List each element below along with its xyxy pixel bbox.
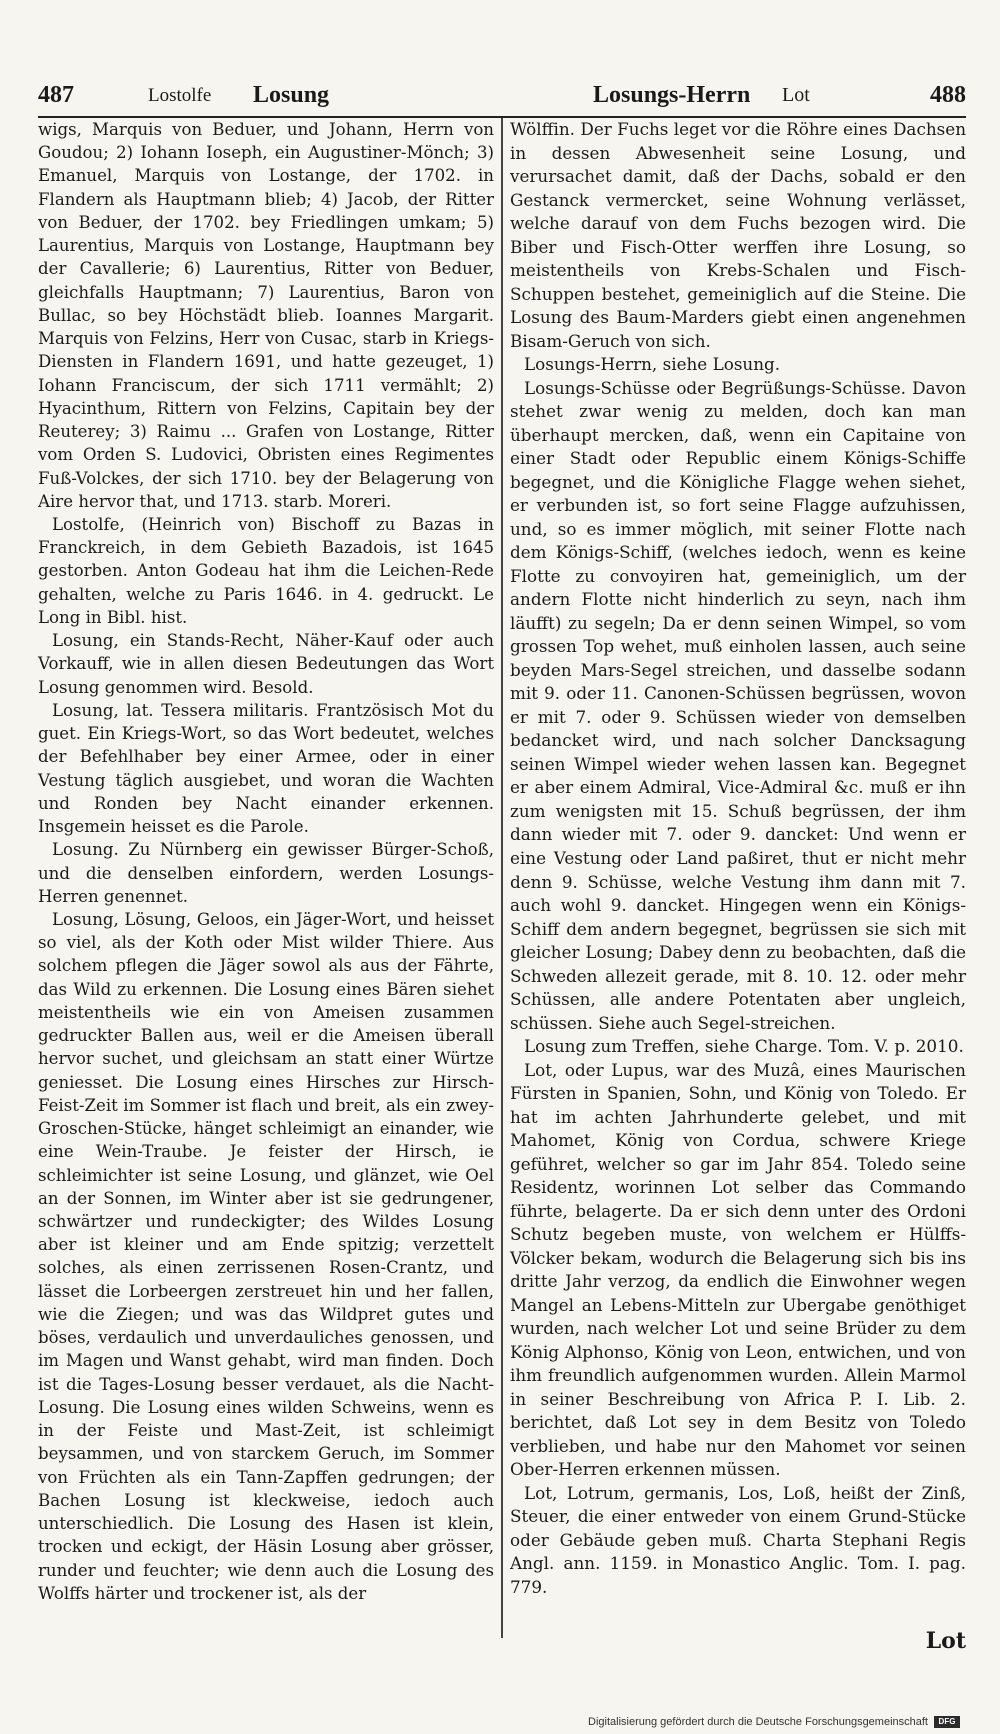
footer-credit: Digitalisierung gefördert durch die Deutsche Forschungsgemeinschaft — [588, 1716, 928, 1728]
text-paragraph: Lot, Lotrum, germanis, Los, Loß, heißt der Zinß, Steuer, die einer entweder von einem Grund-Stücke oder Gebäude geben muß. Charta Stephani Regis Angl. ann. 1159. in Monastico Anglic. Tom. I. pag. 779. — [510, 1482, 966, 1597]
text-paragraph: Lostolfe, (Heinrich von) Bischoff zu Bazas in Franckreich, in dem Gebieth Bazadois, ist 1645 gestorben. Anton Godeau hat ihm die Leichen-Rede gehalten, welche zu Paris 1646. in 4. gedruckt. Le Long in Bibl. hist. — [38, 514, 494, 627]
right-column — [510, 118, 966, 1599]
left-running-word: Lostolfe — [148, 85, 212, 106]
text-paragraph: Losungs-Herrn, siehe Losung. — [524, 354, 781, 375]
text-paragraph: Losung zum Treffen, siehe Charge. Tom. V. p. 2010. — [524, 1036, 964, 1057]
text-paragraph: Lot, oder Lupus, war des Muzâ, eines Maurischen Fürsten in Spanien, Sohn, und König von Toledo. Er hat im achten Jahrhunderte gelebet, und mit Mahomet, König von Cordua, schwere Kriege geführet, welcher so gar im Jahr 854. Toledo seine Residentz, worinnen Lot selber das Commando führte, belagerte. Da er sich denn unter des Ordoni Schutz begeben muste, von welchem er Hülffs-Völcker bekam, wodurch die Belagerung sich bis ins dritte Jahr verzog, da endlich die Einwohner wegen Mangel an Lebens-Mitteln zur Ubergabe genöthiget wurden, nach welcher Lot und seine Brüder zu dem König Alphonso, König von Leon, entwichen, und von ihm freundlich aufgenommen wurden. Allein Marmol in seiner Beschreibung von Africa P. I. Lib. 2. berichtet, daß Lot sey in dem Besitz von Toledo verblieben, und habe nur den Mahomet vor seinen Ober-Herren erkennen müssen. — [510, 1059, 966, 1480]
text-paragraph: Losungs-Schüsse oder Begrüßungs-Schüsse. Davon stehet zwar wenig zu melden, doch kan man überhaupt mercken, daß, wenn ein Capitaine von einer Stadt oder Republic einem Königs-Schiffe begegnet, und die Königliche Flagge wehen siehet, er verbunden ist, so fort seine Flagge aufzuhissen, und, so es immer möglich, mit seiner Flotte nach dem Königs-Schiff, (welches iedoch, wenn es keine Flotte zu convoyiren hat, gemeiniglich, um der andern Flotte nicht hinderlich zu seyn, nach ihm läufft) zu segeln; Da er denn seinen Wimpel, so vom grossen Top wehet, muß einholen lassen, auch seine beyden Mars-Segel streichen, und dasselbe sodann mit 9. oder 11. Canonen-Schüssen begrüssen, wovon er mit 7. oder 9. Schüssen wieder von demselben bedancket wird, und nach solcher Dancksagung seinen Wimpel wieder wehen lassen kan. Begegnet er aber einem Admiral, Vice-Admiral &c. muß er ihn zum wenigsten mit 15. Schuß begrüssen, der ihm dann wieder mit 7. oder 9. dancket: Und wenn er eine Vestung oder Land paßiret, thut er nicht mehr denn 9. Schüsse, welche Vestung ihm dann mit 7. auch wohl 9. dancket. Hingegen wenn ein Königs-Schiff dem andern begegnet, begrüssen sie sich mit gleicher Losung; Dabey denn zu beobachten, daß die Schweden allezeit gerade, mit 8. 10. 12. oder mehr Schüssen, alle andere Potentaten aber ungleich, schüssen. Siehe auch Segel-streichen. — [510, 377, 966, 1033]
page-catchword: Lot — [925, 1628, 966, 1654]
right-page-number: 488 — [930, 82, 966, 108]
right-header-catchword: Losungs-Herrn — [593, 82, 751, 108]
text-paragraph: wigs, Marquis von Beduer, und Johann, Herrn von Goudou; 2) Iohann Ioseph, ein Augustiner-Mönch; 3) Emanuel, Marquis von Lostange, der 1702. in Flandern als Hauptmann blieb; 4) Jacob, der Ritter von Beduer, der 1702. bey Friedlingen umkam; 5) Laurentius, Marquis von Lostange, Hauptmann bey der Cavallerie; 6) Laurentius, Ritter von Beduer, gleichfalls Hauptmann; 7) Laurentius, Baron von Bullac, so bey Höchstädt blieb. Ioannes Margarit. Marquis von Felzins, Herr von Cusac, starb in Kriegs-Diensten in Flandern 1691, und hatte gezeuget, 1) Iohann Franciscum, der sich 1711 vermählt; 2) Hyacinthum, Rittern von Felzins, Capitain bey der Reuterey; 3) Raimu ... Grafen von Lostange, Ritter vom Orden S. Ludovici, Obristen eines Regimentes Fuß-Volckes, der sich 1710. bey der Belagerung von Aire hervor that, und 1713. starb. Moreri. — [38, 120, 494, 511]
right-running-word: Lot — [782, 84, 810, 106]
text-paragraph: Losung, lat. Tessera militaris. Frantzösisch Mot du guet. Ein Kriegs-Wort, so das Wort bedeutet, welches der Befehlhaber bey einer Armee, oder in einer Vestung täglich ausgiebet, und woran die Wachten und Ronden bey Nacht einander erkennen. Insgemein heisset es die Parole. — [38, 700, 494, 837]
text-paragraph: Losung, Lösung, Geloos, ein Jäger-Wort, und heisset so viel, als der Koth oder Mist wilder Thiere. Aus solchem pflegen die Jäger sowol als aus der Fährte, das Wild zu erkennen. Die Losung eines Bären siehet meistentheils wie ein von Ameisen zusammen gedruckter Ballen aus, weil er die Ameisen überall hervor suchet, und gleichsam an statt einer Würtze geniesset. Die Losung eines Hirsches zur Hirsch-Feist-Zeit im Sommer ist flach und breit, als ein zwey-Groschen-Stücke, hänget schleimigt an einander, wie eine Wein-Traube. Je feister der Hirsch, ie schleimichter ist seine Losung, und glänzet, wie Oel an der Sonnen, im Winter aber ist sie gedrungener, schwärtzer und rundeckigter; des Wildes Losung aber ist kleiner und am Ende spitzig; verzettelt solches, als einen zerrissenen Rosen-Crantz, und lässet die Lorbeergen zerstreuet hin und her fallen, wie die Ziegen; und was das Wildpret gutes und böses, verdaulich und unverdauliches genossen, und im Magen und Wanst gehabt, wird man finden. Doch ist die Tages-Losung besser verdauet, als die Nacht-Losung. Die Losung eines wilden Schweins, wenn es in der Feiste und Mast-Zeit, ist schleimigt beysammen, und von starckem Geruch, im Sommer von Früchten als ein Tann-Zapffen gedrungen; der Bachen Losung ist kleckweise, iedoch auch unterschiedlich. Die Losung des Hasen ist klein, trocken und eckigt, der Häsin Losung aber grösser, runder und feuchter; wie denn auch die Losung des Wolffs härter und trockener ist, als der — [38, 909, 494, 1603]
left-column — [38, 118, 494, 1605]
text-paragraph: Wölffin. Der Fuchs leget vor die Röhre eines Dachsen in dessen Abwesenheit seine Losung, und verursachet damit, daß der Dachs, sobald er den Gestanck vermercket, seine Wohnung verlässet, welche darauf von dem Fuchs bezogen wird. Die Biber und Fisch-Otter werffen ihre Losung, so meistentheils von Krebs-Schalen und Fisch-Schuppen bestehet, gemeiniglich auf die Steine. Die Losung des Baum-Marders giebt einen angenehmen Bisam-Geruch von sich. — [510, 119, 966, 351]
left-page-number: 487 — [38, 82, 74, 108]
running-header — [38, 82, 966, 112]
dfg-logo: DFG — [934, 1716, 960, 1728]
left-header-catchword: Losung — [253, 82, 330, 108]
column-divider — [501, 118, 503, 1638]
digitization-footer — [588, 1716, 960, 1728]
text-paragraph: Losung, ein Stands-Recht, Näher-Kauf oder auch Vorkauff, wie in allen diesen Bedeutungen das Wort Losung genommen wird. Besold. — [38, 631, 494, 697]
text-paragraph: Losung. Zu Nürnberg ein gewisser Bürger-Schoß, und die denselben einfordern, werden Losungs-Herren genennet. — [38, 840, 494, 906]
